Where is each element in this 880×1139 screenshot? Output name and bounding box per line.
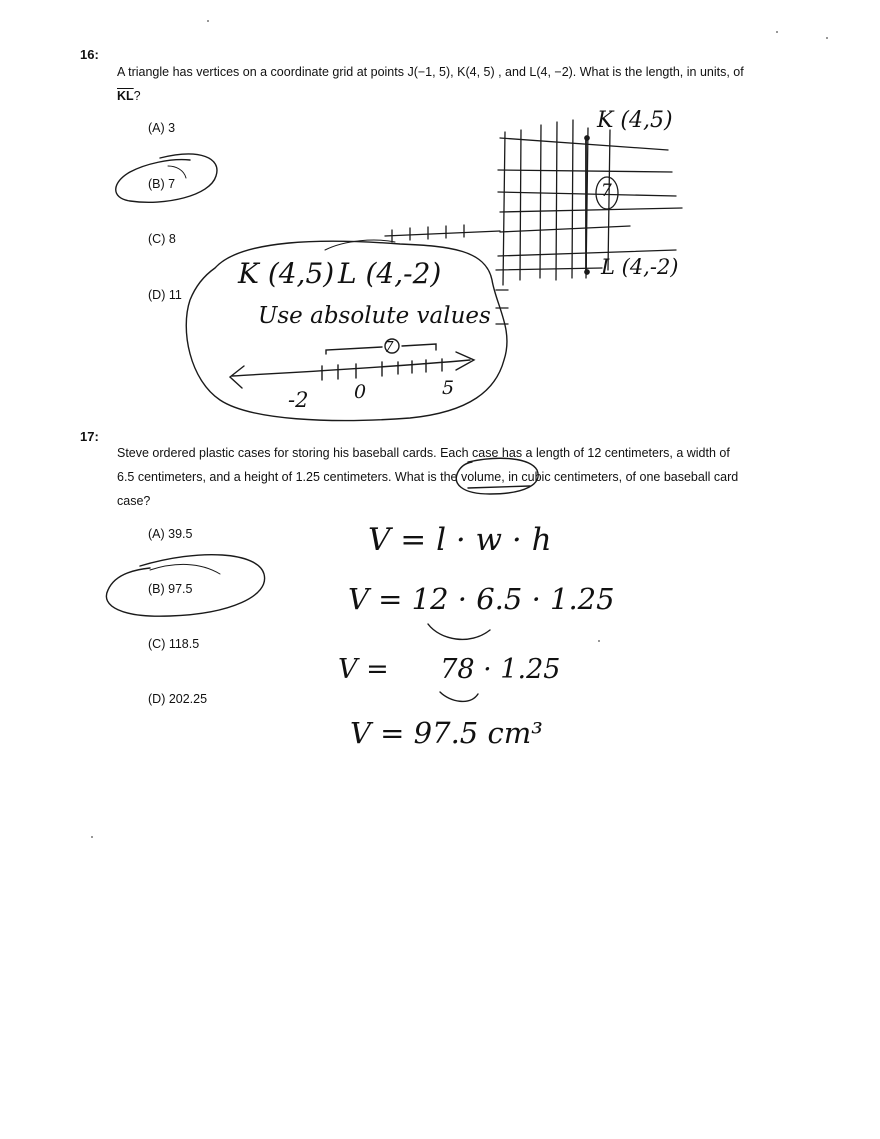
note-grid-k: K (4,5) bbox=[597, 108, 673, 133]
q17-option-a[interactable]: (A) 39.5 bbox=[148, 527, 193, 541]
scan-speck bbox=[207, 20, 209, 22]
note-tick-neg2: -2 bbox=[288, 388, 309, 412]
question-16-stem-text: A triangle has vertices on a coordinate grid at points J(−1, 5), K(4, 5) , and L(4, −2). What is the length, in units, of bbox=[117, 65, 744, 79]
q17-option-c[interactable]: (C) 118.5 bbox=[148, 637, 200, 651]
question-17-stem bbox=[117, 441, 817, 513]
note-line-seven: 7 bbox=[384, 338, 394, 356]
question-16-stem-end: ? bbox=[133, 89, 141, 103]
work-line-2: V = 12 · 6.5 · 1.25 bbox=[348, 582, 615, 616]
note-grid-l: L (4,-2) bbox=[601, 255, 679, 279]
question-17-stem-line2b: in cubic centimeters, of one baseball card bbox=[504, 470, 739, 484]
scan-speck bbox=[826, 37, 828, 39]
scan-speck bbox=[91, 836, 93, 838]
scan-speck bbox=[598, 640, 600, 642]
q16-option-b[interactable]: (B) 7 bbox=[148, 177, 176, 191]
question-16-stem bbox=[117, 60, 797, 108]
note-grid-seven: 7 bbox=[601, 181, 612, 201]
scan-speck bbox=[776, 31, 778, 33]
coordinate-grid-sketch bbox=[385, 120, 682, 324]
q17-option-d[interactable]: (D) 202.25 bbox=[148, 692, 208, 706]
note-use-absolute-values: Use absolute values bbox=[258, 303, 491, 329]
note-k-coordinate: K (4,5) bbox=[238, 257, 335, 290]
q17-option-b[interactable]: (B) 97.5 bbox=[148, 582, 193, 596]
question-17-stem-line2a: 6.5 centimeters, and a height of 1.25 centimeters. What is bbox=[117, 470, 441, 484]
work-line-3: V = 78 · 1.25 bbox=[338, 654, 561, 685]
question-17-stem-line1: Steve ordered plastic cases for storing his baseball cards. Each case has a length of 12 centimeters, a width of bbox=[117, 446, 730, 460]
note-tick-5: 5 bbox=[442, 377, 455, 399]
number-line-sketch bbox=[230, 339, 474, 388]
work-line-1: V = l · w · h bbox=[368, 522, 552, 558]
question-17-number: 17: bbox=[80, 429, 99, 444]
question-17-stem-line3: case? bbox=[117, 494, 151, 508]
q16-option-a[interactable]: (A) 3 bbox=[148, 121, 176, 135]
question-16-number: 16: bbox=[80, 47, 99, 62]
note-tick-0: 0 bbox=[354, 381, 367, 403]
segment-kl: $\overline{KL}$ bbox=[117, 89, 134, 103]
q16-option-d[interactable]: (D) 11 bbox=[148, 288, 182, 302]
question-17-stem-circled: the volume, bbox=[440, 470, 505, 484]
note-l-coordinate: L (4,-2) bbox=[338, 257, 442, 290]
q16-option-c[interactable]: (C) 8 bbox=[148, 232, 176, 246]
work-line-4: V = 97.5 cm³ bbox=[350, 716, 543, 750]
